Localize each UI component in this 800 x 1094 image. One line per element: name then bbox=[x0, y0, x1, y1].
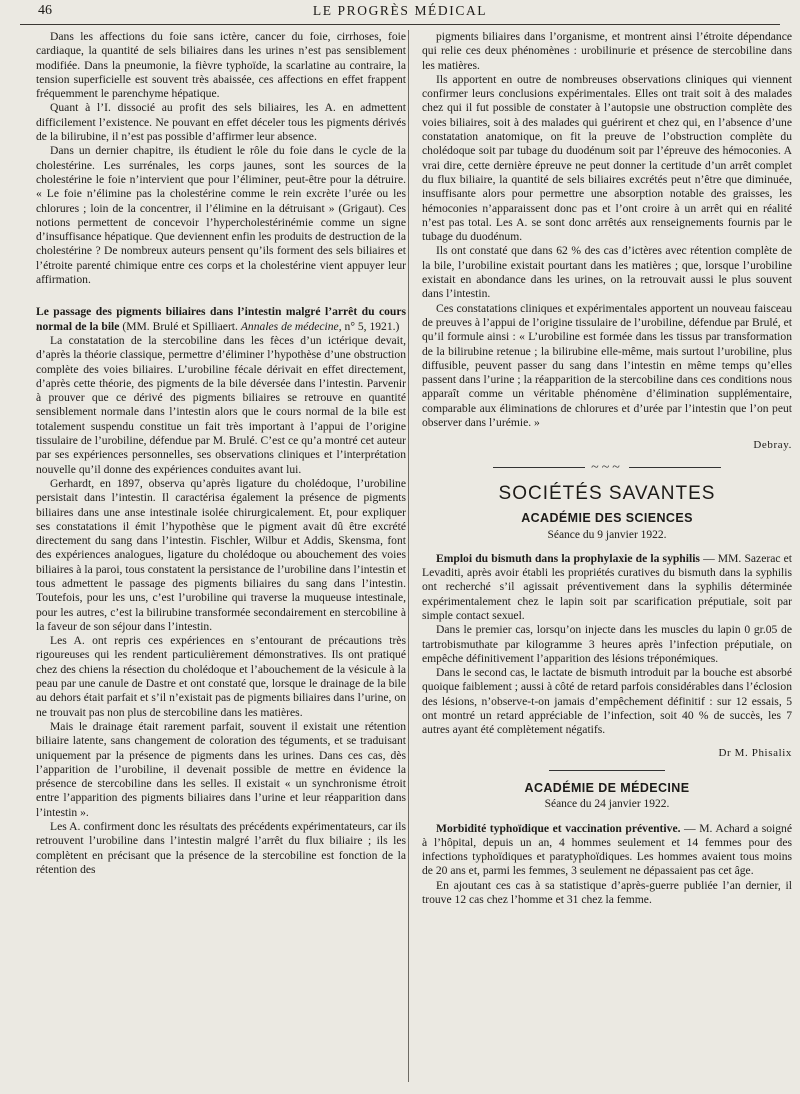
article-authors: (MM. Brulé et Spilliaert. bbox=[122, 319, 238, 333]
article-title: Le passage des pigments biliaires dans l’intestin malgré l’arrêt du cours normal de la bile bbox=[36, 305, 406, 333]
paragraph: Mais le drainage était rarement parfait, souvent il existait une rétention biliaire latente, sans changement de coloration des téguments, et se traduisant uniquement par la présence de pigments dans les urines. Dans ces cas, dès l’apparition de l’urobiline, il devenait possible de mettre en évidence la présence de stercobiline dans les selles. Il existait « un synchronisme étroit entre l’apparition des pigments biliaires dans l’urine et leur réapparition dans l’intestin ». bbox=[36, 719, 406, 819]
paragraph: Les A. ont repris ces expériences en s’entourant de précautions très rigoureuses qui les rendent particulièrement démonstratives. Ils ont pratiqué chez des chiens la résection du cholédoque et l’abouchement de la vésicule à la peau par une canule de Dastre et ont constaté que, lorsque le drainage de la bile au dehors était parfait et s’il n’existait pas de pigments biliaires dans l’urine, on ne trouvait pas non plus de stercobiline dans les matières. bbox=[36, 634, 406, 719]
article-heading bbox=[36, 305, 406, 334]
article-source: Annales de médecine bbox=[240, 319, 339, 333]
paragraph: Dans un dernier chapitre, ils étudient le rôle du foie dans le cycle de la cholestérine. Les surrénales, les corps jaunes, sont les sources de la cholestérine le foie n’intervient que pour l’éliminer, peut-être pour la détruire. « Le foie n’élimine pas la cholestérine comme le rein excrète l’urée ou les chlorures ; loin de la concentrer, il l’élimine en la détruisant » (Grigaut). Ces notions permettent de concevoir l’hypercholestérinémie comme un signe d’insuffisance hépatique. Que deviennent enfin les produits de destruction de la cholestérine ? De nombreux auteurs pensent qu’ils forment des sels biliaires et l’étroite parenté chimique entre ces corps et la cholestérine vient appuyer leur affirmation. bbox=[36, 144, 406, 287]
paragraph: pigments biliaires dans l’organisme, et montrent ainsi l’étroite dépendance qui relie ces deux phénomènes : urobilinurie et présence de stercobiline dans les matières. bbox=[422, 30, 792, 72]
journal-title: LE PROGRÈS MÉDICAL bbox=[312, 3, 488, 18]
article-issue: , n° 5, 1921.) bbox=[338, 319, 400, 333]
paragraph: Ils apportent en outre de nombreuses observations cliniques qui viennent confirmer leurs conclusions expérimentales. Elles ont trait soit à des malades chez qui il fut possible de constater à l’autopsie une obstruction complète des voies biliaires, soit à des malades qui guérirent et chez qui, en l’absence d’une constatation anatomique, on fit la preuve de l’obstruction complète du cholédoque soit par tubage du duodénum soit par l’épreuve des hémoconies. A vrai dire, cette dernière épreuve ne peut donner la certitude d’un arrêt complet du flux biliaire, la quantité de sels biliaires excrétés peut n’être que diminuée, insuffisante alors pour permettre une absorption notable des graisses, les hémoconies n’apparaissent donc pas et l’ont croire à un arrêt qui en réalité n’est pas total. Les A. se sont donc arrêtés aux renseignements fournis par le tubage du duodénum. bbox=[422, 72, 792, 244]
session-date: Séance du 9 janvier 1922. bbox=[547, 528, 667, 541]
paragraph: Gerhardt, en 1897, observa qu’après ligature du cholédoque, l’urobiline persistait dans l’intestin. Il caractérisa également la présence de pigments biliaires dans une anse intestinale isolée chirurgicalement. Et, pour expliquer ses constatations il émit l’hypothèse que le pigment avait dû être excrété directement du sang dans l’intestin. Fischler, Wilbur et Addis, Skensma, font des expériences analogues, ligature du cholédoque ou abouchement des voies biliaires à la paroi, tous constatent la persistance de l’urobiline dans l’intestin et tous admettent le passage des pigments biliaires du sang dans l’intestin. Toutefois, pour les uns, c’est l’urobiline qui traverse la muqueuse intestinale, pour les autres, c’est la bilirubine transformée secondairement en stercobiline à la faveur de son séjour dans l’intestin. bbox=[36, 476, 406, 633]
academy-entry bbox=[422, 822, 792, 908]
paragraph: Les A. confirment donc les résultats des précédents expérimentateurs, car ils retrouvent l’urobiline dans l’intestin malgré l’arrêt du flux biliaire ; ils les complètent en précisant que la présence de la stercobiline est fonction de la rétention des bbox=[36, 820, 406, 876]
entry-title: Emploi du bismuth dans la prophylaxie de la syphilis bbox=[436, 551, 700, 565]
section-title: SOCIÉTÉS SAVANTES bbox=[498, 482, 716, 504]
signature: Debray. bbox=[753, 439, 792, 452]
section-ornament: ~~~ bbox=[422, 461, 792, 475]
entry-text: après avoir établi les propriétés curatives du bismuth dans la syphilis ont recherché s’il agissait préventivement dans la syphilis déterminée expérimentalement chez le lapin soit par scarification préputiale, soit par simple contact sexuel. bbox=[422, 566, 792, 622]
entry-authors: — MM. Sazerac et Levaditi, bbox=[422, 551, 792, 580]
paragraph: Dans le premier cas, lorsqu’on injecte dans les muscles du lapin 0 gr.05 de tartrobismuthate par kilogramme 3 heures après l’infection préputiale, on empêche définitivement l’apparition des lésions tréponémiques. bbox=[422, 623, 792, 665]
paragraph: Ces constatations cliniques et expérimentales apportent un nouveau faisceau de preuves à l’appui de l’origine tissulaire de l’urobiline, défendue par Brulé, et qu’il formule ainsi : « L’urobiline est formée dans les tissus par transformation de la bilirubine retenue ; la bilirubine elle-même, mais surtout l’urobiline, plus diffusible, peuvent passer du sang dans l’intestin en même temps qu’elles passent dans l’urine ; la réapparition de la stercobiline dans ces conditions nous apparaît comme un véritable phénomène d’élimination supplémentaire, comparable aux éliminations de chlorures et d’urée par l’intestin que l’on peut observer dans l’urémie. » bbox=[422, 301, 792, 430]
academy-entry bbox=[422, 552, 792, 760]
paragraph: En ajoutant ces cas à sa statistique d’après-guerre publiée l’an dernier, il trouve 12 cas chez l’homme et 31 chez la femme. bbox=[422, 878, 792, 907]
paragraph: Ils ont constaté que dans 62 % des cas d’ictères avec rétention complète de la bile, l’urobiline existait pourtant dans les matières ; que, lorsque l’urobiline existait en abondance dans les urines, on la retrouvait aussi le plus souvent dans l’intestin. bbox=[422, 244, 792, 301]
divider bbox=[549, 770, 665, 771]
running-head bbox=[20, 0, 780, 25]
entry-authors: — M. Achard bbox=[680, 821, 750, 835]
left-column bbox=[36, 30, 406, 877]
entry-paragraph bbox=[422, 822, 792, 879]
column-rule bbox=[408, 30, 409, 1082]
academy-title: ACADÉMIE DE MÉDECINE bbox=[524, 780, 690, 795]
page-number: 46 bbox=[38, 3, 52, 18]
session-date: Séance du 24 janvier 1922. bbox=[544, 798, 670, 811]
paragraph: Dans le second cas, le lactate de bismuth introduit par la bouche est absorbé quoique faiblement ; aussi à côté de retard parfois considérables dans l’éclosion des lésions, n’observe-t-on jamais d’empêchement définitif : sur 12 essais, 5 ont montré un retard appréciable de l’infection, soit 40 % de succès, les 7 autres ayant été complètement négatifs. bbox=[422, 666, 792, 737]
right-column bbox=[422, 30, 792, 907]
entry-text: a soigné à l’hôpital, depuis un an, 4 hommes seulement et 14 femmes pour des infections typhoïdiques et paratyphoïdiques. Les hommes avaient tous moins de 20 ans et, parmi les femmes, 3 seulement ne dépassaient pas cet âge. bbox=[422, 821, 792, 878]
entry-paragraph bbox=[422, 552, 792, 623]
paragraph: La constatation de la stercobiline dans les fèces d’un ictérique devait, d’après la théorie classique, permettre d’éliminer l’hypothèse d’une obstruction complète des voies biliaires. L’urobiline fécale dérivait en effet directement, d’après cette théorie, des pigments de la bile déversée dans l’intestin. Parvenir à prouver que ce dérivé des pigments biliaires se retrouve en quantité sensiblement normale dans l’intestin alors que le cours normal de la bile est totalement suspendu constitue un fait très important à l’appui de l’origine tissulaire de l’urobiline, défendue par M. Brulé. C’est ce qu’a montré cet auteur par ses expériences personnelles, ses observations cliniques et l’interprétation nouvelle qu’il donne des expériences conduites avant lui. bbox=[36, 333, 406, 476]
academy-title: ACADÉMIE DES SCIENCES bbox=[521, 511, 693, 526]
paragraph: Quant à l’I. dissocié au profit des sels biliaires, les A. en admettent difficilement l’existence. Ne pouvant en effet déceler tous les pigments dérivés de la bilirubine, il n’est pas possible d’affirmer leur absence. bbox=[36, 101, 406, 144]
signature: Dr M. Phisalix bbox=[718, 746, 792, 759]
entry-title: Morbidité typhoïdique et vaccination préventive. bbox=[436, 821, 681, 835]
paragraph: Dans les affections du foie sans ictère, cancer du foie, cirrhoses, foie cardiaque, la quantité de sels biliaires dans les urines n’est pas sensiblement modifiée. Dans la pneumonie, la fièvre typhoïde, la scarlatine au contraire, la tension superficielle est souvent très abaissée, ces affections en effet frappent fréquemment le parenchyme hépatique. bbox=[36, 30, 406, 101]
